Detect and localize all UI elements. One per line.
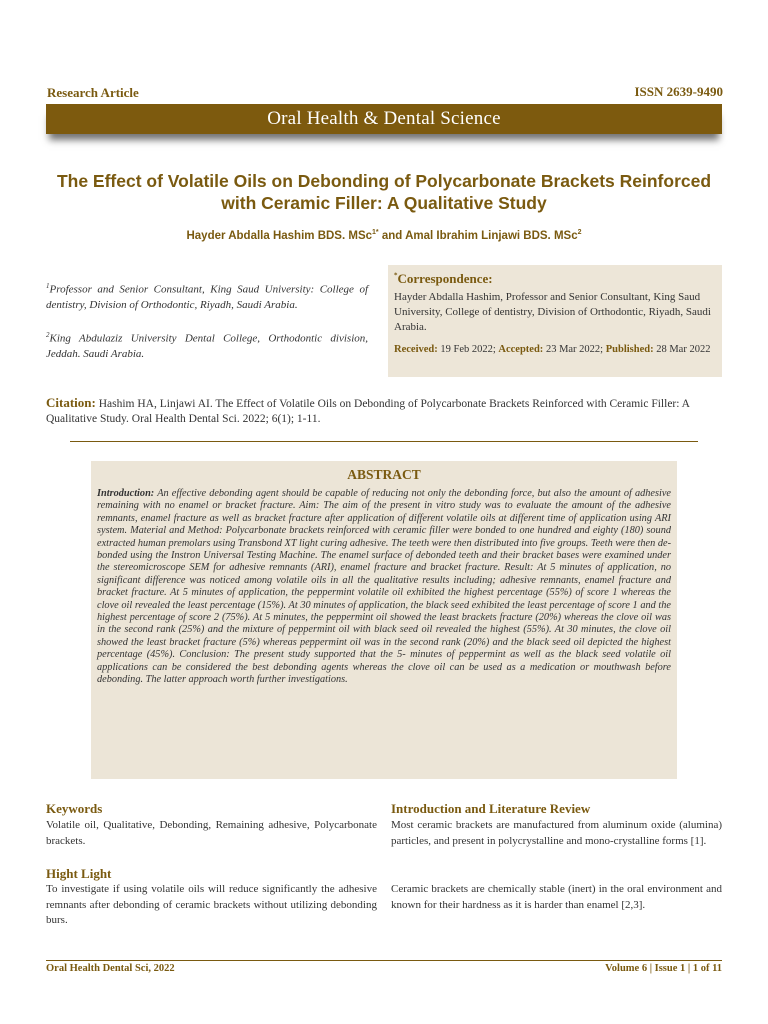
article-type: Research Article bbox=[47, 85, 139, 100]
keywords-heading: Keywords bbox=[46, 801, 103, 816]
journal-banner: Oral Health & Dental Science bbox=[46, 104, 722, 134]
published-label: Published: bbox=[605, 344, 654, 355]
footer-right: Volume 6 | Issue 1 | 1 of 11 bbox=[605, 963, 722, 974]
dates-line bbox=[394, 344, 716, 355]
affiliation-1-text: Professor and Senior Consultant, King Saud University: College of dentistry, Division of Orthodontic, Riyadh, Saudi Arabia. bbox=[46, 283, 368, 311]
correspondence-heading bbox=[394, 271, 716, 287]
intro-heading: Introduction and Literature Review bbox=[391, 801, 591, 816]
citation-text: Hashim HA, Linjawi AI. The Effect of Volatile Oils on Debonding of Polycarbonate Brackets Reinforced with Ceramic Filler: A Qualitative Study. Oral Health Dental Sci. 2022; 6(1); 1-11. bbox=[46, 398, 690, 425]
authors-and: and bbox=[378, 229, 406, 242]
issn: ISSN 2639-9490 bbox=[634, 84, 723, 99]
correspondence-box bbox=[388, 265, 722, 377]
correspondence-heading-text: Correspondence: bbox=[397, 271, 493, 286]
affiliation-2-text: King Abdulaziz University Dental College, Orthodontic division, Jeddah. Saudi Arabia. bbox=[46, 332, 368, 360]
author-2: Amal Ibrahim Linjawi BDS. MSc bbox=[405, 229, 578, 242]
top-line bbox=[47, 84, 723, 100]
affiliation-2 bbox=[46, 328, 368, 362]
affiliation-1 bbox=[46, 279, 368, 313]
intro-paragraph-1: Most ceramic brackets are manufactured from aluminum oxide (alumina) particles, and present in polycrystalline and mono-crystalline forms [1]. bbox=[391, 819, 722, 847]
received-label: Received: bbox=[394, 344, 438, 355]
abstract-body: An effective debonding agent should be capable of reducing not only the debonding force, but also the amount of adhesive remaining with no enamel or bracket fracture. Aim: The aim of the present in vitro study was to evaluate the amount of the adhesive remnants, enamel fracture as well as bracket fracture after application of different volatile oils at different time of application using ARI system. Material and Method: Polycarbonate brackets reinforced with ceramic filler were bonded to one hundred and eighty (180) sound extracted human premolars using Transbond XT light curing adhesive. The teeth were then distributed into five groups. Teeth were then de-bonded using the Instron Universal Testing Machine. The enamel surface of debonded teeth and their bracket bases were examined under the stereomicroscope SEM for adhesive remnants (ARI), enamel fracture and bracket fracture. Result: At 5 minutes of application, no significant difference was noticed among volatile oils in all the qualitative results including; adhesive remnants, enamel fracture and bracket fracture. At 5 minutes of application, the peppermint volatile oil exhibited the highest percentage (55%) of score 1 whereas the clove oil revealed the least percentage (15%). At 30 minutes of application, the black seed exhibited the least percentage of score 1 and the highest percentage of score 2 (75%). At 5 minutes, the peppermint oil showed the least brackets fracture (20%) whereas the clove oil was in the second rank (25%) and the mixture of peppermint oil with black seed oil revealed the highest (55%). At 30 minutes, the clove oil showed the least bracket fracture (5%) whereas peppermint oil was in the second rank (20%) and the black seed oil depicted the highest percentage (45%). Conclusion: The present study supported that the 5- minutes of peppermint as well as the black seed volatile oil applications can be considered the best debonding agents whereas the clove oil can be used as a medication or mouthwash before debonding. The latter approach worth further investigations. bbox=[97, 488, 671, 686]
keywords-text: Volatile oil, Qualitative, Debonding, Remaining adhesive, Polycarbonate brackets. bbox=[46, 819, 377, 847]
abstract-heading: ABSTRACT bbox=[347, 467, 421, 482]
abstract-box bbox=[91, 461, 677, 779]
divider bbox=[70, 441, 698, 442]
received-date: 19 Feb 2022; bbox=[440, 344, 496, 355]
intro-paragraph-2: Ceramic brackets are chemically stable (inert) in the oral environment and known for their hardness as it is harder than enamel [2,3]. bbox=[391, 883, 722, 911]
author-1-sup: 1* bbox=[372, 229, 379, 236]
accepted-label: Accepted: bbox=[498, 344, 544, 355]
citation bbox=[46, 395, 724, 427]
footer-rule bbox=[46, 960, 722, 961]
affiliation-2-sup: 2 bbox=[46, 331, 50, 339]
highlight-text: To investigate if using volatile oils will reduce significantly the adhesive remnants after debonding of ceramic brackets without utilizing debonding burs. bbox=[46, 883, 377, 926]
correspondence-star: * bbox=[394, 271, 398, 280]
author-2-sup: 2 bbox=[577, 229, 582, 236]
accepted-date: 23 Mar 2022; bbox=[545, 344, 604, 355]
author-1: Hayder Abdalla Hashim BDS. MSc bbox=[186, 229, 373, 242]
highlight-heading: Hight Light bbox=[46, 866, 112, 881]
citation-label: Citation: bbox=[46, 395, 96, 410]
published-date: 28 Mar 2022 bbox=[656, 344, 711, 355]
footer-left: Oral Health Dental Sci, 2022 bbox=[46, 963, 175, 974]
paper-title: The Effect of Volatile Oils on Debonding of Polycarbonate Brackets Reinforced with Ceramic Filler: A Qualitative Study bbox=[56, 171, 712, 213]
abstract-intro-label: Introduction: bbox=[97, 488, 155, 499]
authors-line bbox=[40, 229, 728, 242]
correspondence-text: Hayder Abdalla Hashim, Professor and Senior Consultant, King Saud University, College of dentistry, Division of Orthodontic, Riyadh, Saudi Arabia. bbox=[394, 291, 711, 333]
affiliation-1-sup: 1 bbox=[46, 282, 50, 290]
abstract-text bbox=[97, 488, 671, 687]
